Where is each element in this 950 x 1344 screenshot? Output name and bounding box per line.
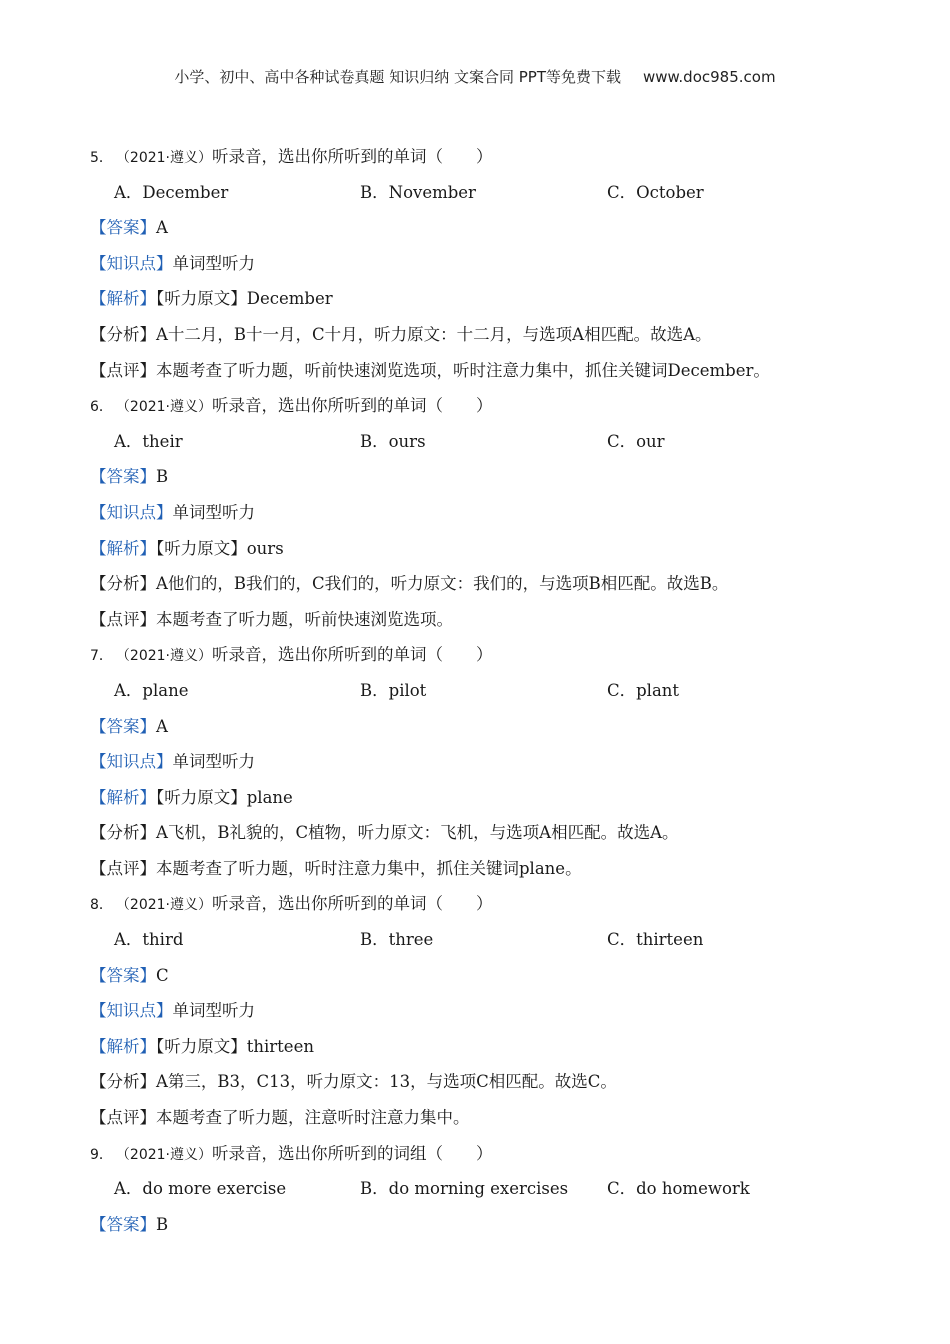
option-a: A．their (114, 431, 183, 451)
analysis-line (90, 531, 920, 567)
question-block (90, 1136, 920, 1243)
question-number: 9． (90, 1146, 113, 1163)
comment-line (90, 851, 920, 887)
label-knowledge: 【知识点】 (90, 752, 173, 772)
answer-line (90, 1207, 920, 1243)
label-answer: 【答案】 (90, 1214, 156, 1234)
option-b: B．pilot (360, 680, 427, 700)
option-b: B．do morning exercises (360, 1179, 569, 1199)
knowledge-line-value: 单词型听力 (172, 502, 255, 522)
option-c: C．October (607, 182, 704, 202)
question-stem (90, 1136, 920, 1172)
comment-line (90, 602, 920, 638)
question-source: （2021·遵义） (122, 399, 213, 416)
knowledge-line (90, 993, 920, 1029)
label-answer: 【答案】 (90, 467, 156, 487)
question-block (90, 139, 920, 388)
label-knowledge: 【知识点】 (90, 253, 173, 273)
question-text: 听录音，选出你所听到的单词（ ） (212, 147, 493, 166)
question-list (90, 139, 920, 1242)
label-comment: 【点评】 (90, 1108, 156, 1128)
question-stem (90, 886, 920, 922)
label-fenxi: 【分析】 (90, 574, 156, 594)
answer-line-value: B (156, 467, 169, 487)
question-number: 5． (90, 150, 113, 166)
fenxi-line (90, 815, 920, 851)
fenxi-line (90, 566, 920, 602)
label-comment: 【点评】 (90, 609, 156, 629)
label-original: 【听力原文】 (156, 1036, 247, 1056)
knowledge-line (90, 744, 920, 780)
analysis-line-value: thirteen (246, 1036, 314, 1056)
option-c: C．thirteen (607, 930, 704, 950)
fenxi-line-value: A他们的，B我们的，C我们的，听力原文：我们的，与选项B相匹配。故选B。 (156, 574, 729, 594)
label-fenxi: 【分析】 (90, 1072, 156, 1092)
fenxi-line-value: A飞机，B礼貌的，C植物，听力原文：飞机，与选项A相匹配。故选A。 (156, 823, 679, 843)
label-answer: 【答案】 (90, 716, 156, 736)
option-a: A．do more exercise (114, 1179, 287, 1199)
comment-line (90, 353, 920, 389)
question-source: （2021·遵义） (122, 897, 213, 914)
question-text: 听录音，选出你所听到的单词（ ） (212, 645, 493, 665)
question-source: （2021·遵义） (122, 150, 213, 166)
fenxi-line-value: A十二月，B十一月，C十月，听力原文：十二月，与选项A相匹配。故选A。 (156, 324, 712, 344)
label-answer: 【答案】 (90, 965, 156, 985)
label-original: 【听力原文】 (156, 787, 247, 807)
comment-line-value: 本题考查了听力题，听时注意力集中，抓住关键词plane。 (156, 858, 582, 878)
options-row (90, 673, 920, 709)
analysis-line-value: ours (246, 538, 284, 558)
options-row (90, 922, 920, 958)
answer-line-value: C (156, 965, 169, 985)
answer-line (90, 459, 920, 495)
question-text: 听录音，选出你所听到的词组（ ） (212, 1143, 493, 1163)
options-row (90, 424, 920, 460)
question-stem (90, 637, 920, 673)
analysis-line (90, 281, 920, 317)
label-fenxi: 【分析】 (90, 823, 156, 843)
label-analysis: 【解析】 (90, 1036, 156, 1056)
label-analysis: 【解析】 (90, 538, 156, 558)
option-a: A．plane (114, 680, 189, 700)
label-knowledge: 【知识点】 (90, 1001, 173, 1021)
question-number: 7． (90, 648, 113, 665)
analysis-line-value: December (246, 289, 333, 309)
knowledge-line-value: 单词型听力 (172, 752, 255, 772)
option-c: C．our (607, 431, 665, 451)
header-text: 小学、初中、高中各种试卷真题 知识归纳 文案合同 PPT等免费下载 (174, 68, 621, 86)
question-stem (90, 139, 920, 175)
label-analysis: 【解析】 (90, 289, 156, 309)
comment-line (90, 1100, 920, 1136)
question-number: 8． (90, 897, 113, 914)
option-a: A．third (114, 930, 184, 950)
option-a: A．December (114, 182, 229, 202)
label-knowledge: 【知识点】 (90, 502, 173, 522)
answer-line (90, 210, 920, 246)
comment-line-value: 本题考查了听力题，听前快速浏览选项，听时注意力集中，抓住关键词December。 (156, 360, 770, 380)
answer-line (90, 709, 920, 745)
fenxi-line-value: A第三，B3，C13，听力原文：13，与选项C相匹配。故选C。 (156, 1072, 617, 1092)
question-text: 听录音，选出你所听到的单词（ ） (212, 894, 493, 914)
question-number: 6． (90, 399, 113, 416)
question-source: （2021·遵义） (122, 648, 213, 665)
comment-line-value: 本题考查了听力题，听前快速浏览选项。 (156, 609, 453, 629)
answer-line-value: A (156, 716, 168, 736)
question-stem (90, 388, 920, 424)
options-row (90, 175, 920, 211)
label-answer: 【答案】 (90, 218, 156, 238)
option-c: C．do homework (607, 1179, 750, 1199)
question-text: 听录音，选出你所听到的单词（ ） (212, 396, 493, 416)
label-fenxi: 【分析】 (90, 324, 156, 344)
comment-line-value: 本题考查了听力题，注意听时注意力集中。 (156, 1108, 470, 1128)
header-site: www.doc985.com (642, 68, 776, 86)
option-b: B．three (360, 930, 434, 950)
fenxi-line (90, 317, 920, 353)
label-comment: 【点评】 (90, 360, 156, 380)
option-b: B．November (360, 182, 476, 202)
label-original: 【听力原文】 (156, 538, 247, 558)
option-b: B．ours (360, 431, 426, 451)
knowledge-line (90, 246, 920, 282)
knowledge-line-value: 单词型听力 (172, 1001, 255, 1021)
fenxi-line (90, 1064, 920, 1100)
options-row (90, 1171, 920, 1207)
answer-line (90, 958, 920, 994)
question-block (90, 388, 920, 637)
page-header (0, 66, 950, 87)
analysis-line (90, 1029, 920, 1065)
label-comment: 【点评】 (90, 858, 156, 878)
question-block (90, 637, 920, 886)
knowledge-line (90, 495, 920, 531)
label-analysis: 【解析】 (90, 787, 156, 807)
label-original: 【听力原文】 (156, 289, 247, 309)
question-block (90, 886, 920, 1135)
answer-line-value: A (156, 218, 168, 238)
option-c: C．plant (607, 680, 680, 700)
analysis-line-value: plane (246, 787, 293, 807)
question-source: （2021·遵义） (122, 1146, 213, 1163)
answer-line-value: B (156, 1214, 169, 1234)
analysis-line (90, 780, 920, 816)
knowledge-line-value: 单词型听力 (172, 253, 255, 273)
